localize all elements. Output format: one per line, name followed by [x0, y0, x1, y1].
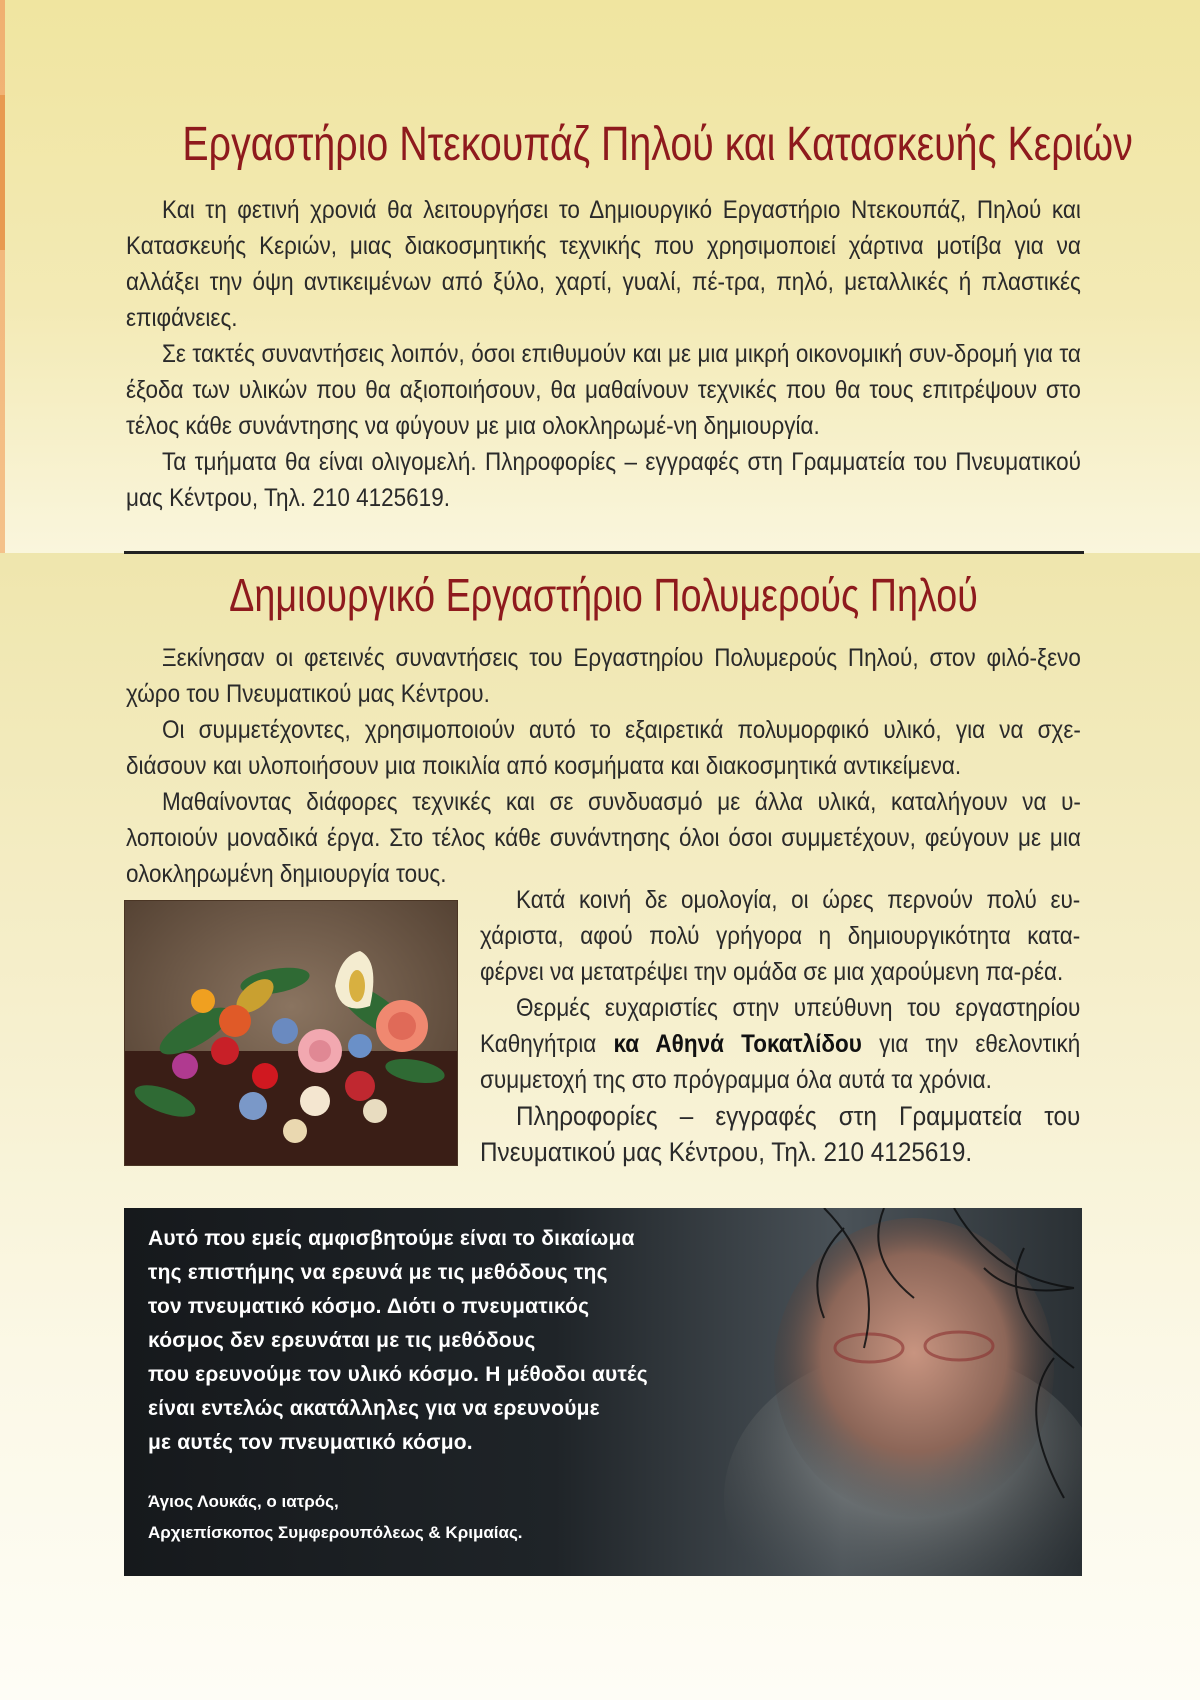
quote-line: που ερευνούμε τον υλικό κόσμο. Η μέθοδοι αυτές — [148, 1363, 648, 1386]
thanks-text-end: για την εθελοντική συμμετοχή της στο πρόγραμμα όλα αυτά τα χρόνια. — [480, 1030, 1081, 1094]
author-name: Άγιος Λουκάς, ο ιατρός, — [148, 1492, 339, 1511]
article-1-paragraph: Τα τμήματα θα είναι ολιγομελή. Πληροφορίες – εγγραφές στη Γραμματεία του Πνευματικού μας Κέντρου, Τηλ. 210 4125619. — [126, 448, 1081, 512]
article-2-side-text — [480, 882, 1080, 1170]
article-1-paragraph: Και τη φετινή χρονιά θα λειτουργήσει το Δημιουργικό Εργαστήριο Ντεκουπάζ, Πηλού και Κατασκευής Κεριών, μιας διακοσμητικής τεχνικής που χρησιμοποιεί χάρτινα μοτίβα για να αλλάξει την όψη αντικειμένων από ξύλο, χαρτί, γυαλί, πέ-τρα, πηλό, μεταλλικές ή πλαστικές επιφάνειες. — [126, 196, 1081, 332]
article-1-title: Εργαστήριο Ντεκουπάζ Πηλού και Κατασκευής Κεριών — [182, 118, 1133, 171]
quote-line: με αυτές τον πνευματικό κόσμο. — [148, 1431, 473, 1454]
quote-line: τον πνευματικό κόσμο. Διότι ο πνευματικός — [148, 1295, 590, 1318]
quote-line: κόσμος δεν ερευνάται με τις μεθόδους — [148, 1329, 536, 1352]
author-title: Αρχιεπίσκοπος Συμφερουπόλεως & Κριμαίας. — [148, 1523, 523, 1542]
quote-panel — [124, 1208, 1082, 1576]
quote-line: Αυτό που εμείς αμφισβητούμε είναι το δικαίωμα — [148, 1227, 635, 1250]
article-2-body — [126, 640, 1081, 892]
article-2-info: Πληροφορίες – εγγραφές στη Γραμματεία του Πνευματικού μας Κέντρου, Τηλ. 210 4125619. — [480, 1101, 1081, 1167]
article-2-side-paragraph: Κατά κοινή δε ομολογία, οι ώρες περνούν πολύ ευ-χάριστα, αφού πολύ γρήγορα η δημιουργικότητα κατα-φέρνει να μετατρέψει την ομάδα σε μια χαρούμενη πα-ρέα. — [480, 886, 1081, 986]
clay-flowers-photo — [124, 900, 458, 1166]
article-2-title: Δημιουργικό Εργαστήριο Πολυμερούς Πηλού — [229, 569, 978, 621]
quote-text — [148, 1222, 768, 1460]
section-divider — [124, 551, 1084, 554]
article-1-paragraph: Σε τακτές συναντήσεις λοιπόν, όσοι επιθυμούν και με μια μικρή οικονομική συν-δρομή για τα έξοδα των υλικών που θα αξιοποιήσουν, θα μαθαίνουν τεχνικές που θα τους επιτρέψουν στο τέλος κάθε συνάντησης να φύγουν με μια ολοκληρωμέ-νη δημιουργία. — [126, 340, 1081, 440]
article-2-paragraph: Μαθαίνοντας διάφορες τεχνικές και σε συνδυασμό με άλλα υλικά, καταλήγουν να υ-λοποιούν μοναδικά έργα. Στο τέλος κάθε συνάντησης όλοι όσοι συμμετέχουν, φεύγουν με μια ολοκληρωμένη δημιουργία τους. — [126, 788, 1081, 888]
quote-author — [148, 1486, 523, 1548]
article-2-paragraph: Ξεκίνησαν οι φετεινές συναντήσεις του Εργαστηρίου Πολυμερούς Πηλού, στον φιλό-ξενο χώρο του Πνευματικού μας Κέντρου. — [126, 644, 1081, 708]
article-2-thanks-paragraph — [480, 990, 1080, 1098]
quote-line: της επιστήμης να ερευνά με τις μεθόδους της — [148, 1261, 608, 1284]
thanks-text: Θερμές ευχαριστίες στην υπεύθυνη του εργαστηρίου Καθηγήτρια — [480, 994, 1081, 1058]
quote-line: είναι εντελώς ακατάλληλες για να ερευνούμε — [148, 1397, 600, 1420]
article-2-paragraph: Οι συμμετέχοντες, χρησιμοποιούν αυτό το εξαιρετικά πολυμορφικό υλικό, για να σχε-διάσουν και υλοποιήσουν μια ποικιλία από κοσμήματα και διακοσμητικά αντικείμενα. — [126, 716, 1081, 780]
instructor-name: κα Αθηνά Τοκατλίδου — [613, 1030, 862, 1058]
article-1-body — [126, 192, 1081, 516]
